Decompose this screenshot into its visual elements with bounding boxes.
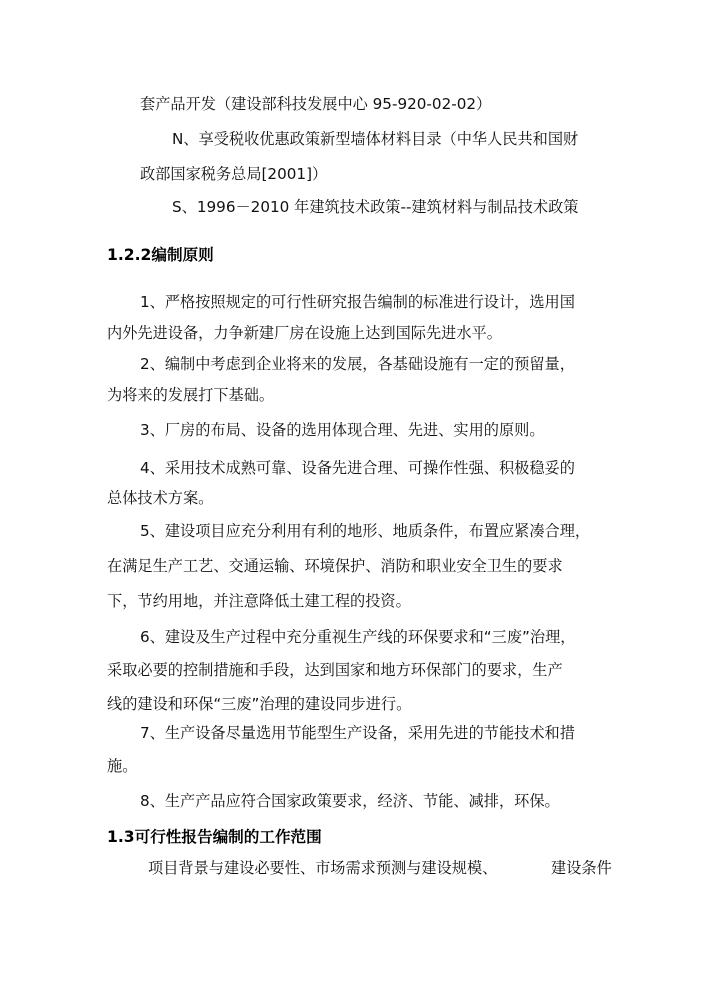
paragraph-line: 总体技术方案。 — [107, 489, 214, 507]
section-heading-1-3: 1.3可行性报告编制的工作范围 — [107, 828, 322, 846]
paragraph-line: 建设条件 — [551, 859, 612, 877]
paragraph-line: 下，节约用地，并注意降低土建工程的投资。 — [107, 592, 411, 610]
paragraph-line: 线的建设和环保“三废”治理的建设同步进行。 — [107, 695, 412, 713]
paragraph-line: 8、生产产品应符合国家政策要求，经济、节能、减排，环保。 — [140, 792, 560, 810]
paragraph-line: 7、生产设备尽量选用节能型生产设备，采用先进的节能技术和措 — [140, 724, 575, 742]
paragraph-line: 3、厂房的布局、设备的选用体现合理、先进、实用的原则。 — [140, 421, 545, 439]
paragraph-line: 施。 — [107, 757, 138, 775]
paragraph-line: 在满足生产工艺、交通运输、环境保护、消防和职业安全卫生的要求 — [107, 557, 563, 575]
paragraph-line: 为将来的发展打下基础。 — [107, 386, 275, 404]
text-line: 套产品开发（建设部科技发展中心 95-920-02-02） — [140, 95, 492, 113]
paragraph-line: 1、严格按照规定的可行性研究报告编制的标准进行设计，选用国 — [140, 293, 575, 311]
text-line: N、享受税收优惠政策新型墙体材料目录（中华人民共和国财 — [172, 130, 579, 148]
paragraph-line: 项目背景与建设必要性、市场需求预测与建设规模、 — [148, 859, 498, 877]
paragraph-line: 内外先进设备，力争新建厂房在设施上达到国际先进水平。 — [107, 324, 502, 342]
paragraph-line: 采取必要的控制措施和手段，达到国家和地方环保部门的要求，生产 — [107, 661, 563, 679]
section-heading-1-2-2: 1.2.2编制原则 — [107, 246, 214, 264]
paragraph-line: 4、采用技术成熟可靠、设备先进合理、可操作性强、积极稳妥的 — [140, 459, 575, 477]
text-line: 政部国家税务总局[2001]） — [140, 165, 328, 183]
paragraph-line: 5、建设项目应充分利用有利的地形、地质条件，布置应紧凑合理， — [140, 522, 591, 540]
paragraph-line: 2、编制中考虑到企业将来的发展，各基础设施有一定的预留量， — [140, 355, 575, 373]
text-line: S、1996－2010 年建筑技术政策--建筑材料与制品技术政策 — [172, 198, 579, 216]
paragraph-line: 6、建设及生产过程中充分重视生产线的环保要求和“三废”治理， — [140, 628, 576, 646]
